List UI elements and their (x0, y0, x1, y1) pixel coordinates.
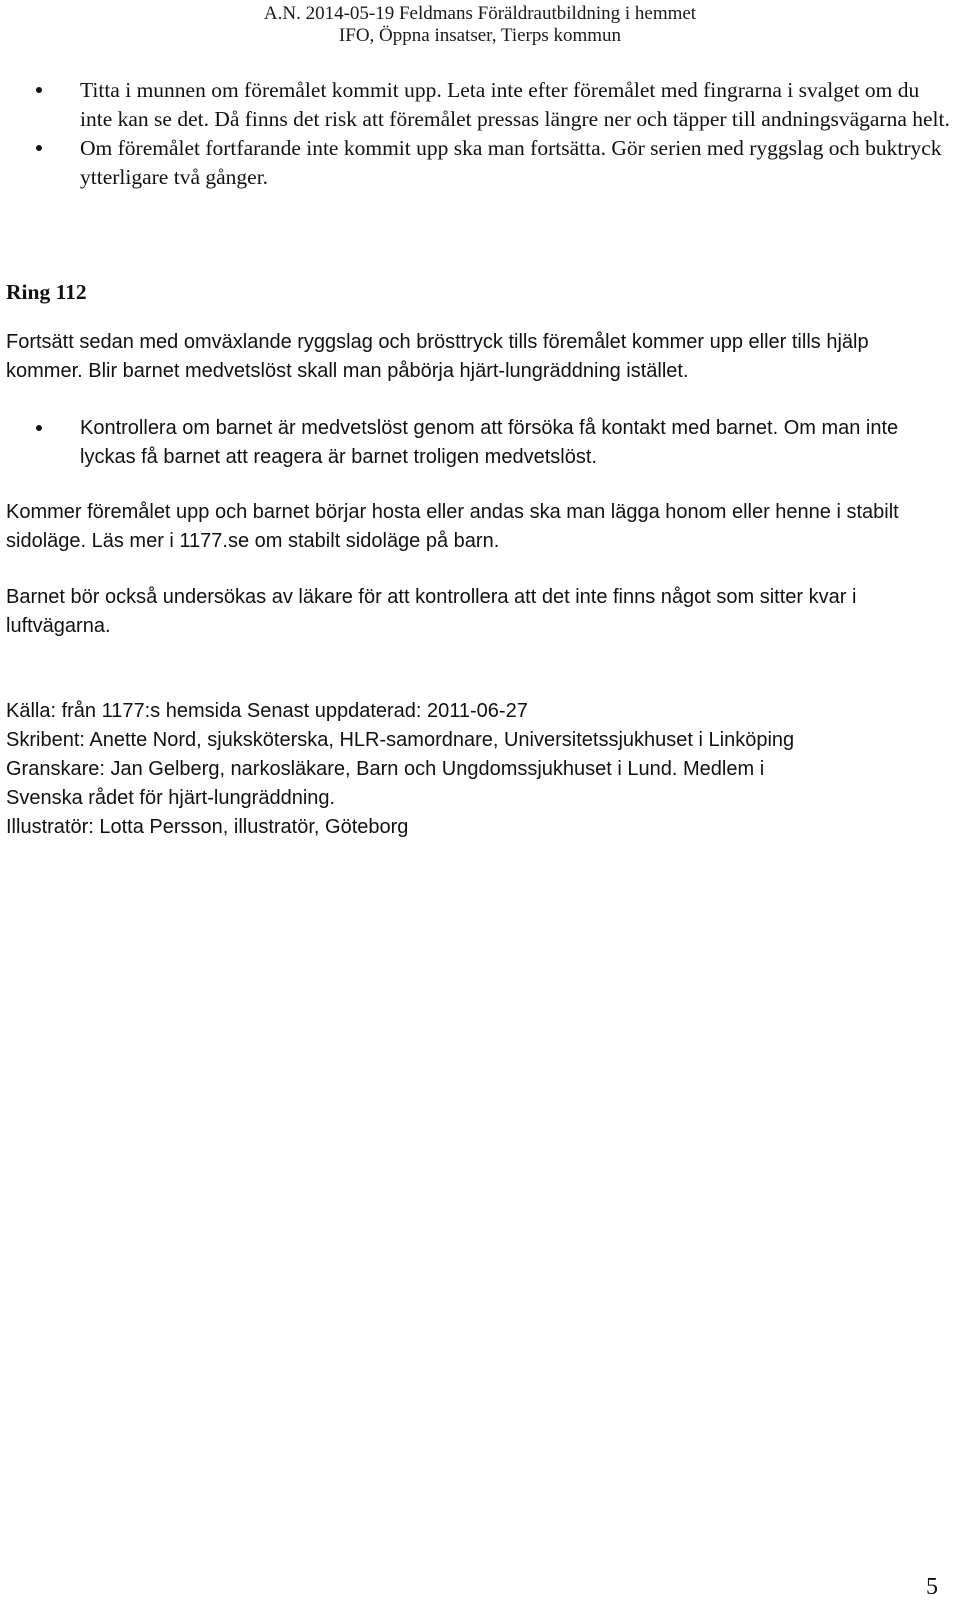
page-number: 5 (926, 1574, 938, 1600)
credit-reviewer-cont: Svenska rådet för hjärt-lungräddning. (6, 787, 336, 809)
paragraph: Kommer föremålet upp och barnet börjar hosta eller andas ska man lägga honom eller henne i stabilt sidoläge. Läs mer i 1177.se om stabilt sidoläge på barn. (6, 501, 899, 552)
header-line-2: IFO, Öppna insatser, Tierps kommun (338, 25, 622, 46)
bullet-list-top (0, 76, 960, 192)
paragraph: Barnet bör också undersökas av läkare för att kontrollera att det inte finns något som sitter kvar i luftvägarna. (6, 586, 857, 637)
header-line-1: A.N. 2014-05-19 Feldmans Föräldrautbildning i hemmet (263, 3, 697, 24)
bullet-icon (36, 145, 42, 151)
list-item (0, 76, 950, 134)
credit-illustrator: Illustratör: Lotta Persson, illustratör, Göteborg (6, 816, 409, 838)
list-item (0, 414, 900, 472)
credit-writer: Skribent: Anette Nord, sjuksköterska, HLR-samordnare, Universitetssjukhuset i Linköping (6, 729, 795, 751)
list-item (0, 134, 950, 192)
bullet-list-mid (0, 414, 960, 472)
paragraph: Fortsätt sedan med omväxlande ryggslag och brösttryck tills föremålet kommer upp eller tills hjälp kommer. Blir barnet medvetslöst skall man påbörja hjärt-lungräddning istället. (6, 331, 869, 382)
credit-reviewer: Granskare: Jan Gelberg, narkosläkare, Barn och Ungdomssjukhuset i Lund. Medlem i (6, 758, 765, 780)
list-item-text: Kontrollera om barnet är medvetslöst genom att försöka få kontakt med barnet. Om man inte lyckas få barnet att reagera är barnet troligen medvetslöst. (80, 417, 899, 468)
credit-source: Källa: från 1177:s hemsida Senast uppdaterad: 2011-06-27 (6, 700, 528, 722)
list-item-text: Titta i munnen om föremålet kommit upp. Leta inte efter föremålet med fingrarna i svalget om du inte kan se det. Då finns det risk att föremålet pressas längre ner och täpper till andningsvägarna helt. (80, 78, 950, 131)
credits-block (6, 697, 926, 842)
list-item-text: Om föremålet fortfarande inte kommit upp ska man fortsätta. Gör serien med ryggslag och buktryck ytterligare två gånger. (80, 136, 942, 189)
bullet-icon (36, 425, 42, 431)
bullet-icon (36, 87, 42, 93)
section-heading: Ring 112 (6, 280, 87, 304)
